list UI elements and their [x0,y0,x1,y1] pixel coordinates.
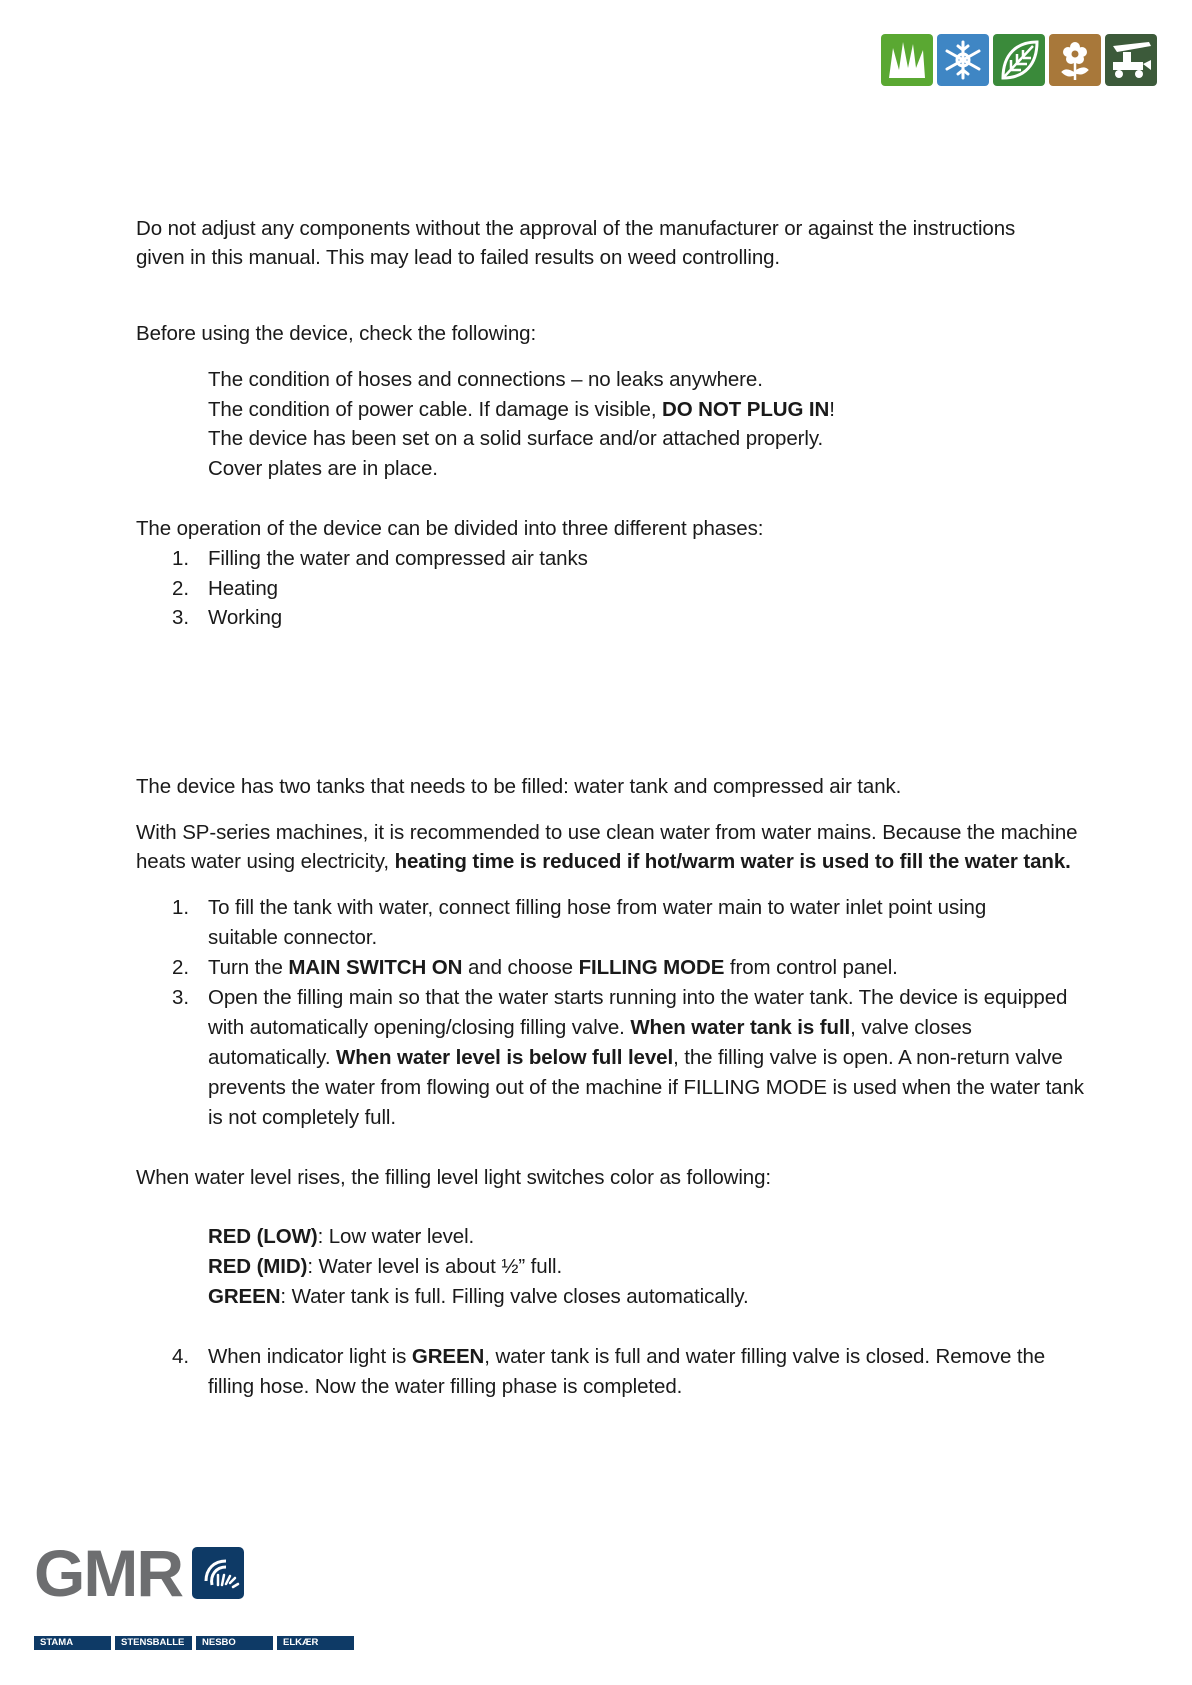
intro-line-2: given in this manual. This may lead to failed results on weed controlling. [136,246,781,269]
phase-item-working: Working [208,606,283,629]
checks-heading: Before using the device, check the following: [136,322,537,345]
do-not-plug-in-warning: DO NOT PLUG IN [662,398,830,421]
step-2: Turn the MAIN SWITCH ON and choose FILLING MODE from control panel. [208,956,898,979]
level-red-mid: RED (MID): Water level is about ½” full. [208,1255,563,1278]
level-light-heading: When water level rises, the filling level light switches color as following: [136,1166,772,1189]
gmr-logo-text: GMR [34,1536,182,1610]
check-item-cover-plates: Cover plates are in place. [208,457,438,480]
step-3-line-1: Open the filling main so that the water starts running into the water tank. The device is equipped [208,986,1068,1009]
brand-bar [34,1636,354,1650]
level-red-low: RED (LOW): Low water level. [208,1225,475,1248]
level-green: GREEN: Water tank is full. Filling valve closes automatically. [208,1285,749,1308]
brand-tag-nesbo: NESBO [196,1636,273,1650]
snowflake-icon [937,34,989,86]
brand-tag-elkaer: ELKÆR [277,1636,354,1650]
sp-series-line-1: With SP-series machines, it is recommended to use clean water from water mains. Because the machine [136,821,1078,844]
phases-heading: The operation of the device can be divided into three different phases: [136,517,764,540]
list-item-number: 3. [172,986,190,1009]
list-item-number: 2. [172,577,190,600]
flower-icon [1049,34,1101,86]
sp-series-line-2: heats water using electricity, heating time is reduced if hot/warm water is used to fill the water tank. [136,850,1071,873]
step-1-line-1: To fill the tank with water, connect filling hose from water main to water inlet point using [208,896,987,919]
intro-line-1: Do not adjust any components without the approval of the manufacturer or against the instructions [136,217,1016,240]
step-3-line-2: with automatically opening/closing filling valve. When water tank is full, valve closes [208,1016,972,1039]
phase-item-heating: Heating [208,577,278,600]
step-1-line-2: suitable connector. [208,926,378,949]
phase-item-filling: Filling the water and compressed air tanks [208,547,588,570]
gmr-wave-icon [192,1547,244,1599]
list-item-number: 4. [172,1345,190,1368]
gmr-logo [34,1536,244,1610]
brand-tag-stama: STAMA [34,1636,111,1650]
check-item-surface: The device has been set on a solid surface and/or attached properly. [208,427,824,450]
brand-tag-stensballe: STENSBALLE [115,1636,192,1650]
step-4-line-2: filling hose. Now the water filling phase is completed. [208,1375,683,1398]
list-item-number: 2. [172,956,190,979]
leaf-icon [993,34,1045,86]
grass-icon [881,34,933,86]
list-item-number: 1. [172,896,190,919]
step-4-line-1: When indicator light is GREEN, water tank is full and water filling valve is closed. Remove the [208,1345,1046,1368]
list-item-number: 1. [172,547,190,570]
check-item-hoses: The condition of hoses and connections – no leaks anywhere. [208,368,763,391]
tanks-paragraph: The device has two tanks that needs to be filled: water tank and compressed air tank. [136,775,902,798]
step-3-line-3: automatically. When water level is below full level, the filling valve is open. A non-return valve [208,1046,1063,1069]
category-icon-row [881,34,1157,86]
list-item-number: 3. [172,606,190,629]
check-item-power-cable: The condition of power cable. If damage is visible, DO NOT PLUG IN! [208,398,835,421]
step-3-line-4: prevents the water from flowing out of the machine if FILLING MODE is used when the water tank [208,1076,1084,1099]
step-3-line-5: is not completely full. [208,1106,396,1129]
sweeper-vehicle-icon [1105,34,1157,86]
